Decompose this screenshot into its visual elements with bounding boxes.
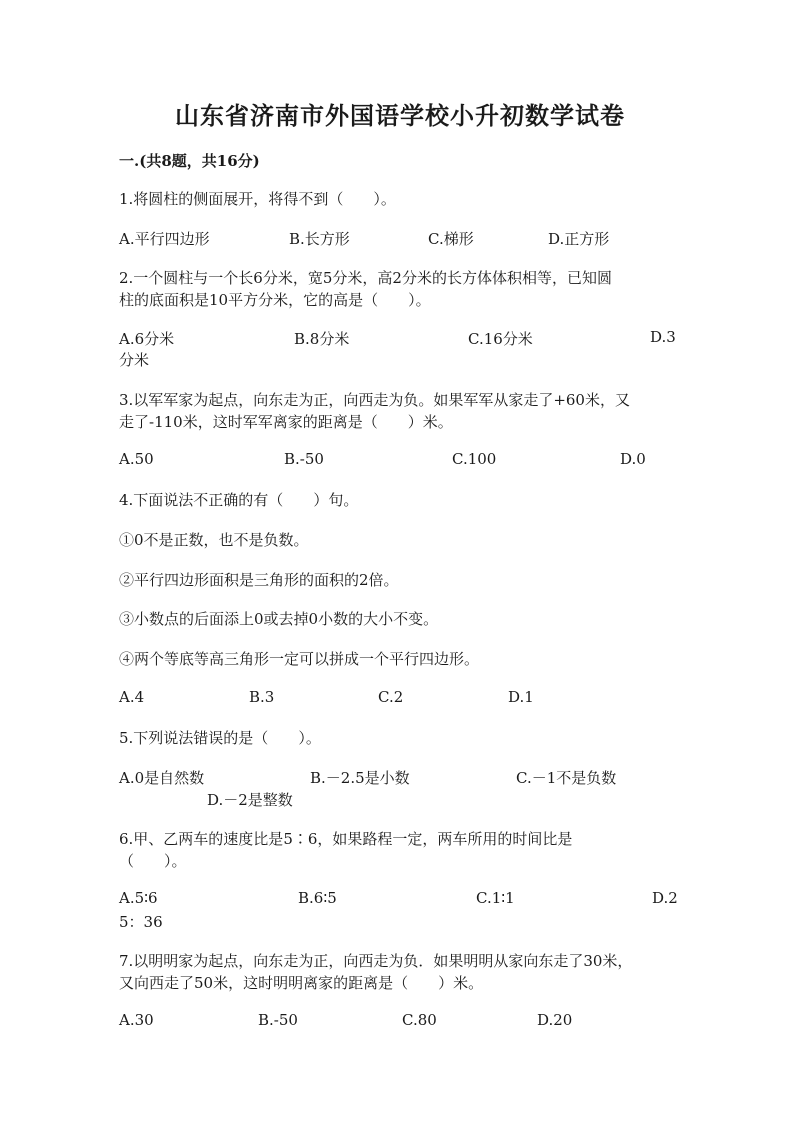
- exam-title: 山东省济南市外国语学校小升初数学试卷: [175, 101, 625, 130]
- question-1-option-c[interactable]: C.梯形: [428, 230, 474, 248]
- question-2-text-line-1: 2.一个圆柱与一个长6分米，宽5分米，高2分米的长方体体积相等，已知圆: [119, 269, 612, 287]
- question-6-option-d-continued: 5：36: [119, 913, 163, 931]
- question-2-option-d[interactable]: D.3: [650, 328, 676, 346]
- question-1-option-b[interactable]: B.长方形: [289, 230, 350, 248]
- question-6-text-line-2: （ ）。: [119, 852, 187, 870]
- question-1-option-a[interactable]: A.平行四边形: [119, 230, 210, 248]
- question-3-text-line-2: 走了-110米，这时军军离家的距离是（ ）米。: [119, 413, 453, 431]
- question-2-option-c[interactable]: C.16分米: [468, 330, 533, 348]
- question-6-text-line-1: 6.甲、乙两车的速度比是5∶6，如果路程一定，两车所用的时间比是: [119, 830, 573, 848]
- question-5-option-b[interactable]: B.－2.5是小数: [310, 769, 410, 787]
- question-6-option-a[interactable]: A.5∶6: [119, 889, 158, 907]
- question-7-option-c[interactable]: C.80: [402, 1011, 437, 1029]
- question-3-option-c[interactable]: C.100: [452, 450, 497, 468]
- question-2-option-b[interactable]: B.8分米: [294, 330, 350, 348]
- question-2-text-line-2: 柱的底面积是10平方分米，它的高是（ ）。: [119, 291, 431, 309]
- question-3-option-d[interactable]: D.0: [620, 450, 646, 468]
- question-3-option-b[interactable]: B.-50: [284, 450, 324, 468]
- question-4-statement-3: ③小数点的后面添上0或去掉0小数的大小不变。: [119, 610, 439, 628]
- question-1-option-d[interactable]: D.正方形: [548, 230, 610, 248]
- question-4-option-d[interactable]: D.1: [508, 688, 534, 706]
- question-3-option-a[interactable]: A.50: [119, 450, 154, 468]
- question-4-statement-1: ①0不是正数，也不是负数。: [119, 531, 309, 549]
- question-5-option-c[interactable]: C.－1不是负数: [516, 769, 617, 787]
- question-7-option-d[interactable]: D.20: [537, 1011, 573, 1029]
- question-5-option-a[interactable]: A.0是自然数: [119, 769, 205, 787]
- question-7-text-line-1: 7.以明明家为起点，向东走为正，向西走为负．如果明明从家向东走了30米，: [119, 952, 633, 970]
- question-5-option-d[interactable]: D.－2是整数: [207, 791, 293, 809]
- question-4-option-c[interactable]: C.2: [378, 688, 404, 706]
- question-1-text: 1.将圆柱的侧面展开，将得不到（ ）。: [119, 190, 396, 208]
- question-2-option-d-continued: 分米: [119, 351, 150, 369]
- question-7-option-b[interactable]: B.-50: [258, 1011, 298, 1029]
- question-5-text: 5.下列说法错误的是（ ）。: [119, 729, 321, 747]
- question-6-option-b[interactable]: B.6∶5: [298, 889, 337, 907]
- question-4-statement-4: ④两个等底等高三角形一定可以拼成一个平行四边形。: [119, 650, 480, 668]
- question-3-text-line-1: 3.以军军家为起点，向东走为正，向西走为负。如果军军从家走了+60米，又: [119, 391, 630, 409]
- question-4-option-a[interactable]: A.4: [119, 688, 145, 706]
- question-6-option-d[interactable]: D.2: [652, 889, 678, 907]
- question-7-option-a[interactable]: A.30: [119, 1011, 154, 1029]
- question-6-option-c[interactable]: C.1∶1: [476, 889, 515, 907]
- question-4-option-b[interactable]: B.3: [249, 688, 275, 706]
- question-4-statement-2: ②平行四边形面积是三角形的面积的2倍。: [119, 571, 399, 589]
- question-4-text: 4.下面说法不正确的有（ ）句。: [119, 491, 359, 509]
- question-7-text-line-2: 又向西走了50米，这时明明离家的距离是（ ）米。: [119, 974, 484, 992]
- question-2-option-a[interactable]: A.6分米: [119, 330, 175, 348]
- section-heading: 一.(共8题，共16分): [119, 152, 260, 170]
